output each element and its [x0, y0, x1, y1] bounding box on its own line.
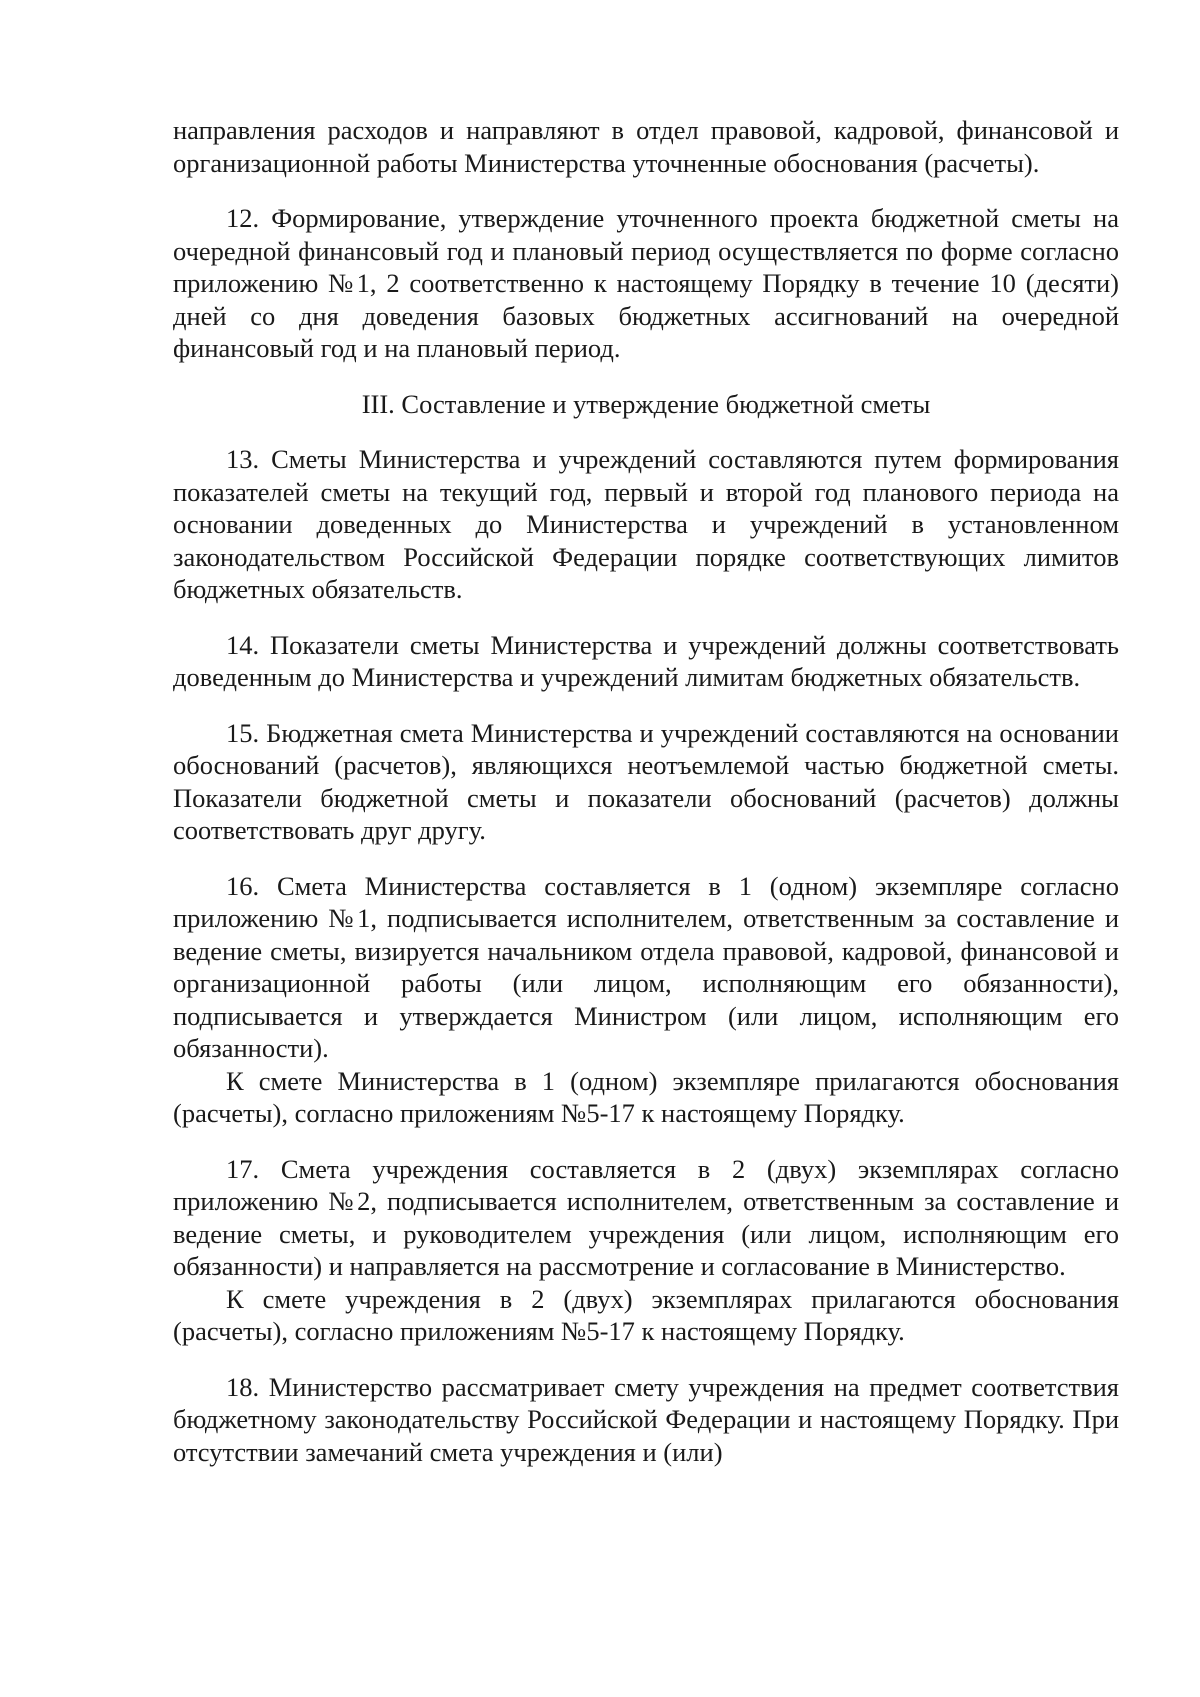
paragraph-16-attachment: К смете Министерства в 1 (одном) экземпляре прилагаются обоснования (расчеты), согласно приложениям №5-17 к настоящему Порядку.	[173, 1065, 1119, 1128]
paragraph-13: 13. Сметы Министерства и учреждений составляются путем формирования показателей сметы на текущий год, первый и второй год планового периода на основании доведенных до Министерства и учреждений в установленном законодательством Российской Федерации порядке соответствующих лимитов бюджетных обязательств.	[173, 444, 1119, 604]
paragraph-17: 17. Смета учреждения составляется в 2 (двух) экземплярах согласно приложению №2, подписывается исполнителем, ответственным за составление и ведение сметы, и руководителем учреждения (или лицом, исполняющим его обязанности) и направляется на рассмотрение и согласование в Министерство.	[173, 1153, 1119, 1281]
paragraph-18: 18. Министерство рассматривает смету учреждения на предмет соответствия бюджетному законодательству Российской Федерации и настоящему Порядку. При отсутствии замечаний смета учреждения и (или)	[173, 1371, 1119, 1467]
paragraph-15: 15. Бюджетная смета Министерства и учреждений составляются на основании обоснований (расчетов), являющихся неотъемлемой частью бюджетной сметы. Показатели бюджетной сметы и показатели обоснований (расчетов) должны соответствовать друг другу.	[173, 717, 1119, 845]
paragraph-continuation: направления расходов и направляют в отдел правовой, кадровой, финансовой и организационной работы Министерства уточненные обоснования (расчеты).	[173, 115, 1119, 178]
paragraph-12: 12. Формирование, утверждение уточненного проекта бюджетной сметы на очередной финансовый год и плановый период осуществляется по форме согласно приложению №1, 2 соответственно к настоящему Порядку в течение 10 (десяти) дней со дня доведения базовых бюджетных ассигнований на очередной финансовый год и на плановый период.	[173, 203, 1119, 363]
paragraph-14: 14. Показатели сметы Министерства и учреждений должны соответствовать доведенным до Министерства и учреждений лимитам бюджетных обязательств.	[173, 629, 1119, 692]
section-heading-3: III. Составление и утверждение бюджетной сметы	[361, 388, 931, 419]
document-body	[173, 114, 1119, 1468]
paragraph-16: 16. Смета Министерства составляется в 1 (одном) экземпляре согласно приложению №1, подписывается исполнителем, ответственным за составление и ведение сметы, визируется начальником отдела правовой, кадровой, финансовой и организационной работы (или лицом, исполняющим его обязанности), подписывается и утверждается Министром (или лицом, исполняющим его обязанности).	[173, 870, 1119, 1063]
paragraph-17-attachment: К смете учреждения в 2 (двух) экземплярах прилагаются обоснования (расчеты), согласно приложениям №5-17 к настоящему Порядку.	[173, 1283, 1119, 1346]
